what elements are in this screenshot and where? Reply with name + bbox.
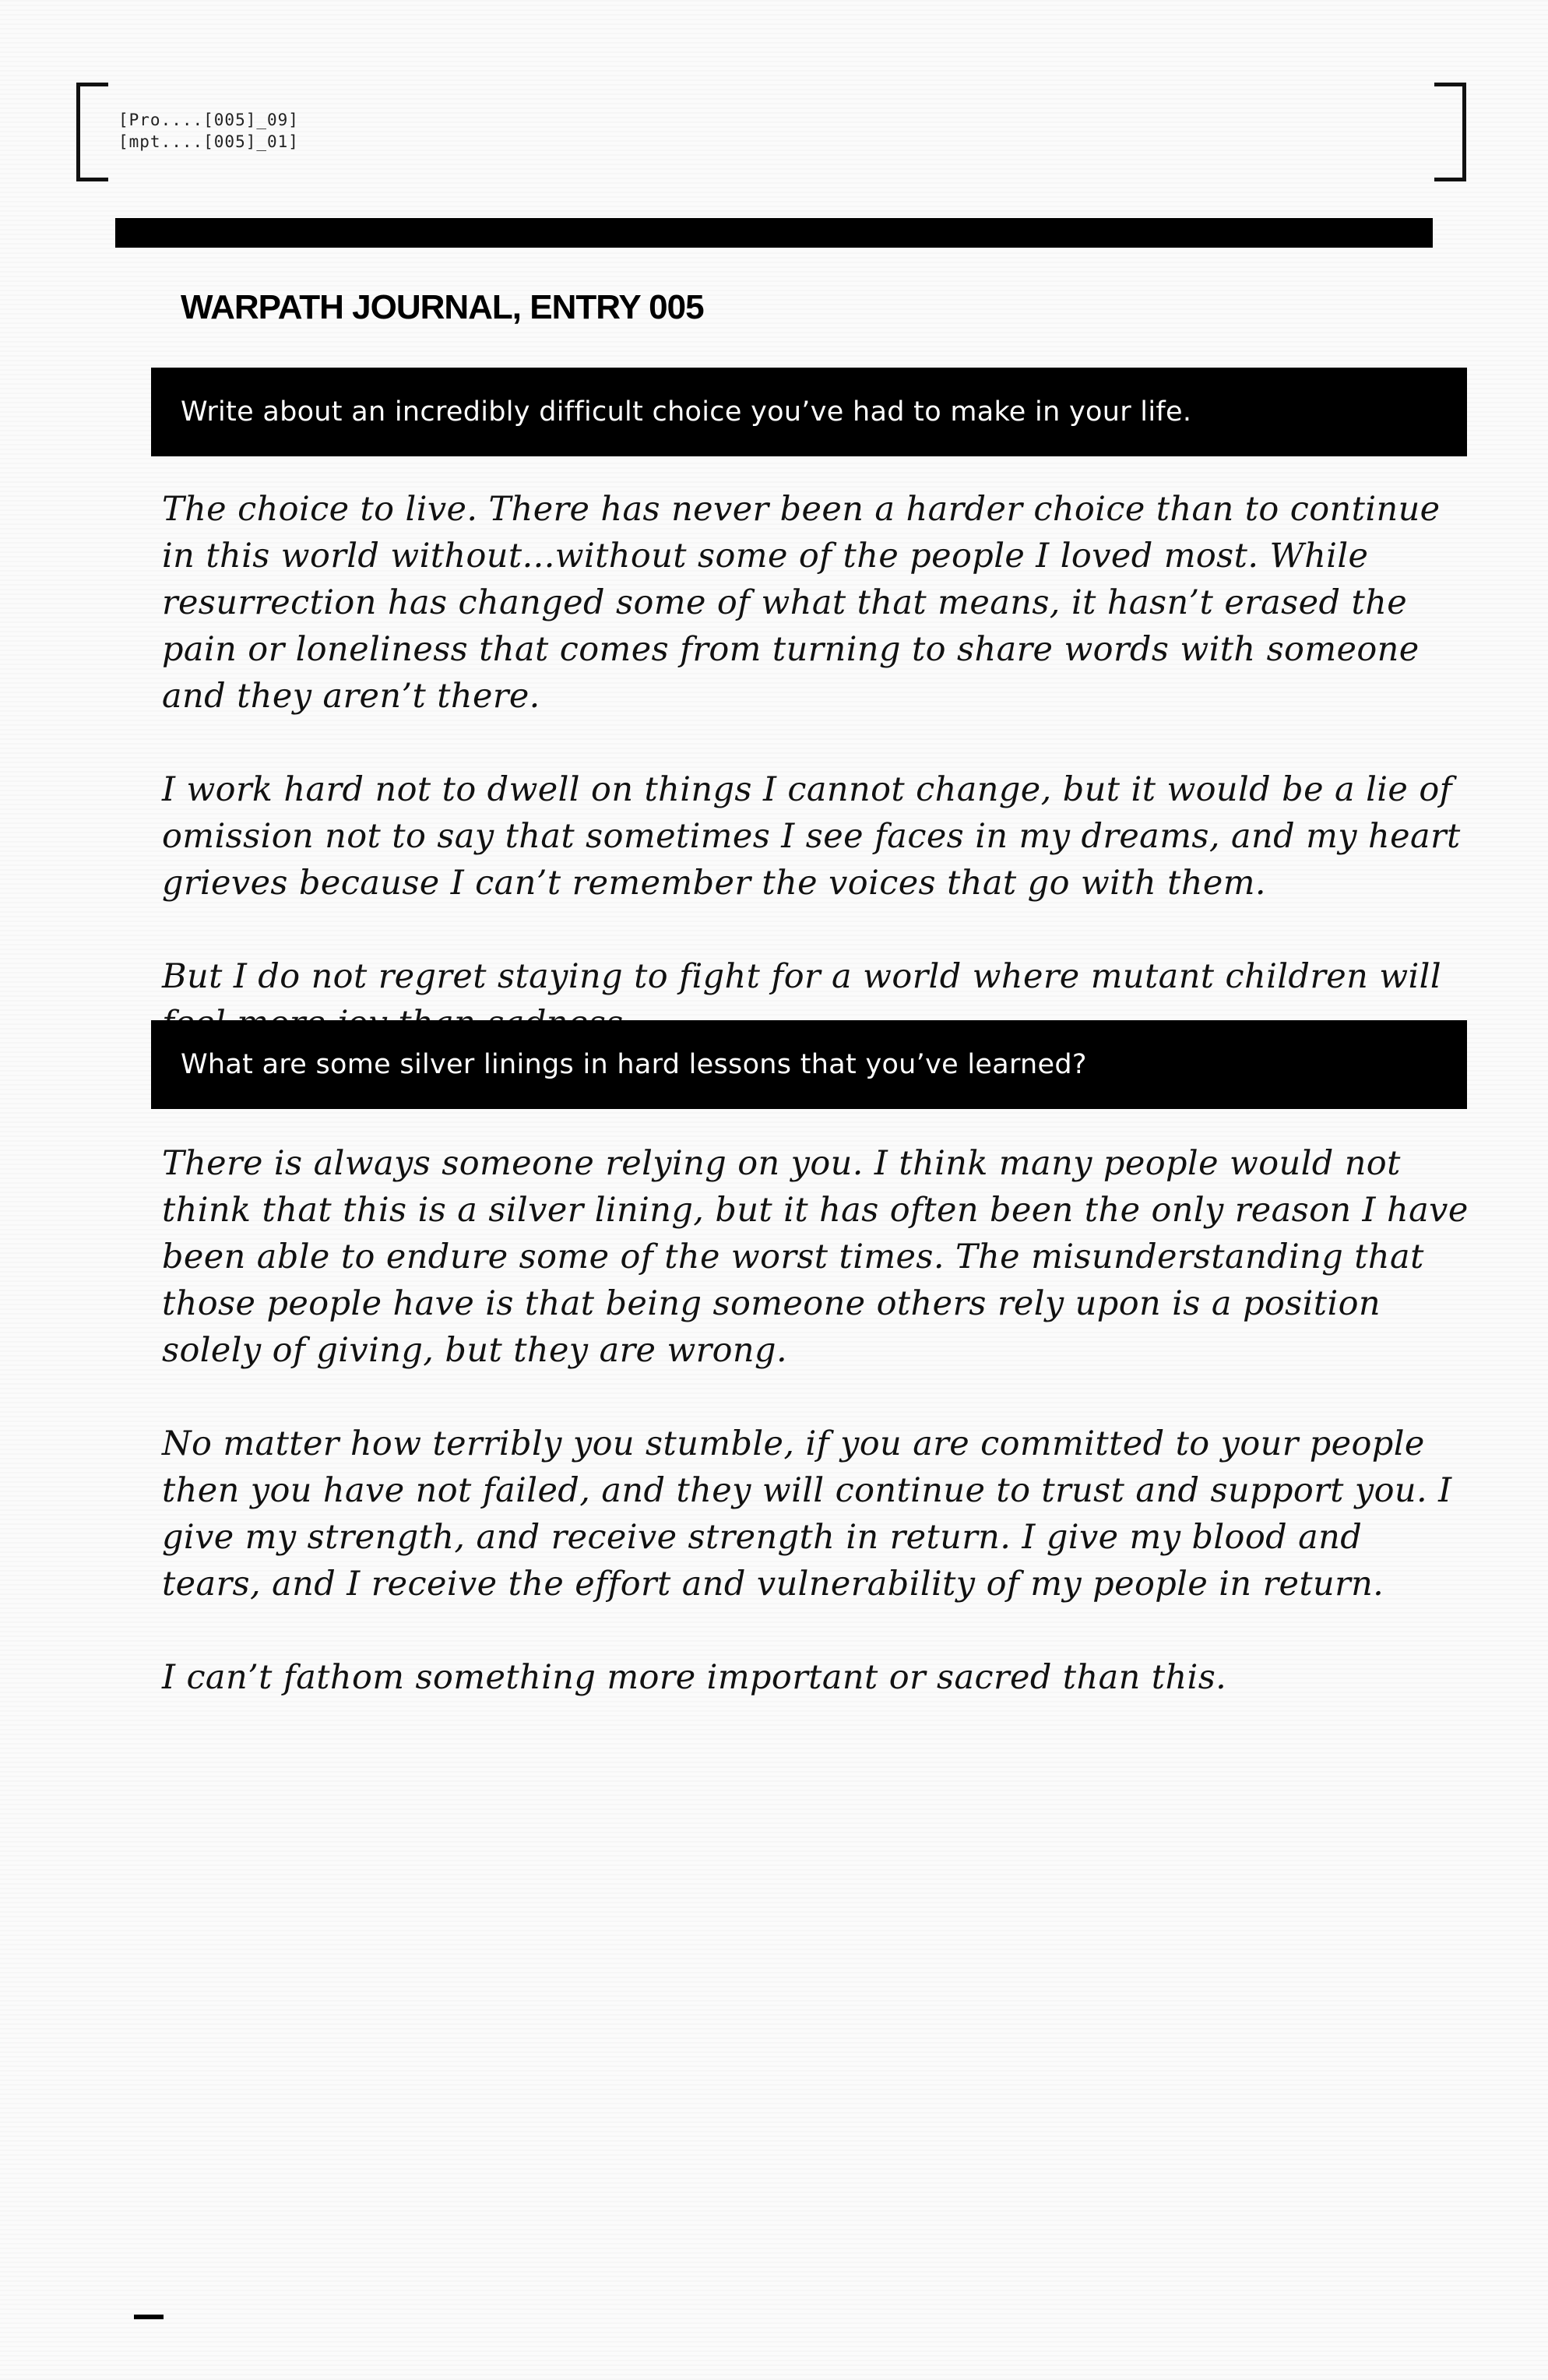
journal-answer xyxy=(162,1140,1470,1701)
prompt-bar xyxy=(151,368,1467,456)
journal-answer xyxy=(162,486,1470,1047)
answer-paragraph: There is always someone relying on you. I think many people would not think that this is a silver lining, but it has often been the only reason I have been able to endure some of the worst times. The misunderstanding that those people have is that being someone others rely upon is a position solely of giving, but they are wrong. xyxy=(162,1144,1469,1370)
file-code-line: [Pro....[005]_09] xyxy=(118,111,299,129)
prompt-text: Write about an incredibly difficult choice you’ve had to make in your life. xyxy=(181,396,1192,428)
answer-paragraph: But I do not regret staying to fight for a world where mutant children will xyxy=(162,957,1441,996)
frame-corner-bottom-right xyxy=(1434,131,1466,181)
answer-paragraph: No matter how terribly you stumble, if you are committed to your people then you have not failed, and they will continue to trust and support you. I give my strength, and receive strength in return. I give my blood and tears, and I receive the effort and vulnerability of my people in return. xyxy=(162,1424,1452,1604)
prompt-bar xyxy=(151,1020,1467,1109)
answer-paragraph: I work hard not to dwell on things I cannot change, but it would be a lie of omission not to say that sometimes I see faces in my dreams, and my heart grieves because I can’t remember the voices that go with them. xyxy=(162,770,1461,903)
file-code-line: [mpt....[005]_01] xyxy=(118,132,299,151)
file-codes xyxy=(118,109,299,153)
frame-corner-top-left xyxy=(76,83,108,133)
prompt-text: What are some silver linings in hard lessons that you’ve learned? xyxy=(181,1049,1087,1080)
answer-paragraph: I can’t fathom something more important or sacred than this. xyxy=(162,1658,1227,1697)
frame-corner-top-right xyxy=(1434,83,1466,133)
page-marker-dash xyxy=(134,2315,164,2319)
answer-paragraph: The choice to live. There has never been a harder choice than to continue in this world without...without some of the people I loved most. While resurrection has changed some of what that means, it hasn’t erased the pain or loneliness that comes from turning to share words with someone and they aren’t there. xyxy=(162,490,1441,716)
header-divider-bar xyxy=(115,218,1433,248)
frame-corner-bottom-left xyxy=(76,131,108,181)
journal-title: WARPATH JOURNAL, ENTRY 005 xyxy=(181,288,704,326)
